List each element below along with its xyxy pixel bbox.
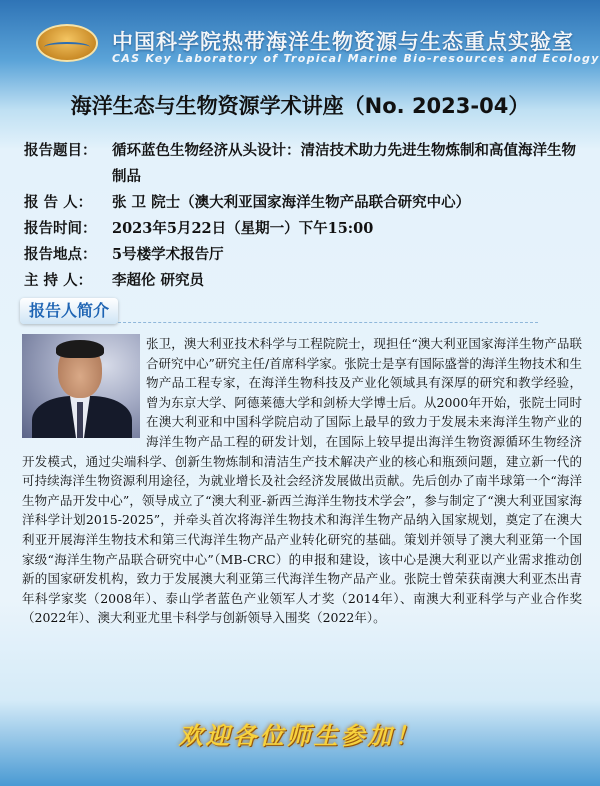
- lab-name-en: CAS Key Laboratory of Tropical Marine Bio-resources and Ecology: [112, 52, 600, 65]
- lab-name-cn: 中国科学院热带海洋生物资源与生态重点实验室: [112, 30, 574, 54]
- welcome-banner: 欢迎各位师生参加！: [178, 721, 422, 750]
- host-value: 李超伦 研究员: [112, 272, 205, 289]
- place-label: 报告地点：: [24, 246, 97, 263]
- info-row-host: [24, 268, 584, 294]
- lecture-info: [24, 138, 584, 294]
- page-title: 海洋生态与生物资源学术讲座（No. 2023-04）: [70, 94, 530, 118]
- section-title-bio: 报告人简介: [20, 298, 118, 324]
- host-label: 主 持 人：: [24, 272, 93, 289]
- time-value: 2023年5月22日（星期一）下午15:00: [112, 220, 374, 237]
- bio-text: 张卫，澳大利亚技术科学与工程院院士，现担任“澳大利亚国家海洋生物产品联合研究中心”研究主任/首席科学家。张院士是享有国际盛誉的海洋生物技术和生物产品工程专家，在海洋生物科技及产业化领域具有深厚的研究和教学经验，曾为东京大学、阿德莱德大学和剑桥大学博士后。从2000年开始，张院士同时在澳大利亚和中国科学院启动了国际上最早的致力于发展未来海洋生物产业的海洋生物产品工程的研发计划，在国际上较早提出海洋生物资源循环生物经济开发模式，通过尖端科学、创新生物炼制和清洁生产技术解决产业的核心和瓶颈问题，建立新一代的可持续海洋生物资源利用途径，为就业增长及社会经济发展做出贡献。先后创办了南半球第一个“海洋生物产品开发中心”，领导成立了“澳大利亚-新西兰海洋生物技术学会”，参与制定了“澳大利亚国家海洋科学计划2015-2025”，并牵头首次将海洋生物技术和海洋生物产品纳入国家规划，奠定了在澳大利亚开展海洋生物技术和第三代海洋生物产品产业转化研究的基础。策划并领导了澳大利亚第一个国家级“海洋生物产品联合研究中心”（MB-CRC）的申报和建设，该中心是澳大利亚以产业需求推动创新的国家研发机构，致力于发展澳大利亚第三代海洋生物产品产业。张院士曾荣获南澳大利亚杰出青年科学家奖（2008年）、泰山学者蓝色产业领军人才奖（2014年）、南澳大利亚科学与产业合作奖（2022年）、澳大利亚尤里卡科学与创新领导入围奖（2022年）。: [22, 336, 582, 626]
- header: [0, 0, 600, 78]
- topic-value: 循环蓝色生物经济从头设计：清洁技术助力先进生物炼制和高值海洋生物制品: [112, 142, 576, 185]
- speaker-label: 报 告 人：: [24, 194, 93, 211]
- photo-hair: [56, 340, 104, 358]
- info-row-place: [24, 242, 584, 268]
- info-row-topic: [24, 138, 584, 190]
- speaker-photo: [22, 334, 140, 438]
- cas-lab-logo-icon: [36, 24, 98, 62]
- section-divider: [118, 322, 538, 323]
- time-label: 报告时间：: [24, 220, 97, 237]
- place-value: 5号楼学术报告厅: [112, 246, 224, 263]
- speaker-value: 张 卫 院士（澳大利亚国家海洋生物产品联合研究中心）: [112, 194, 471, 211]
- photo-tie: [77, 402, 83, 438]
- info-row-time: [24, 216, 584, 242]
- info-row-speaker: [24, 190, 584, 216]
- topic-label: 报告题目：: [24, 142, 97, 159]
